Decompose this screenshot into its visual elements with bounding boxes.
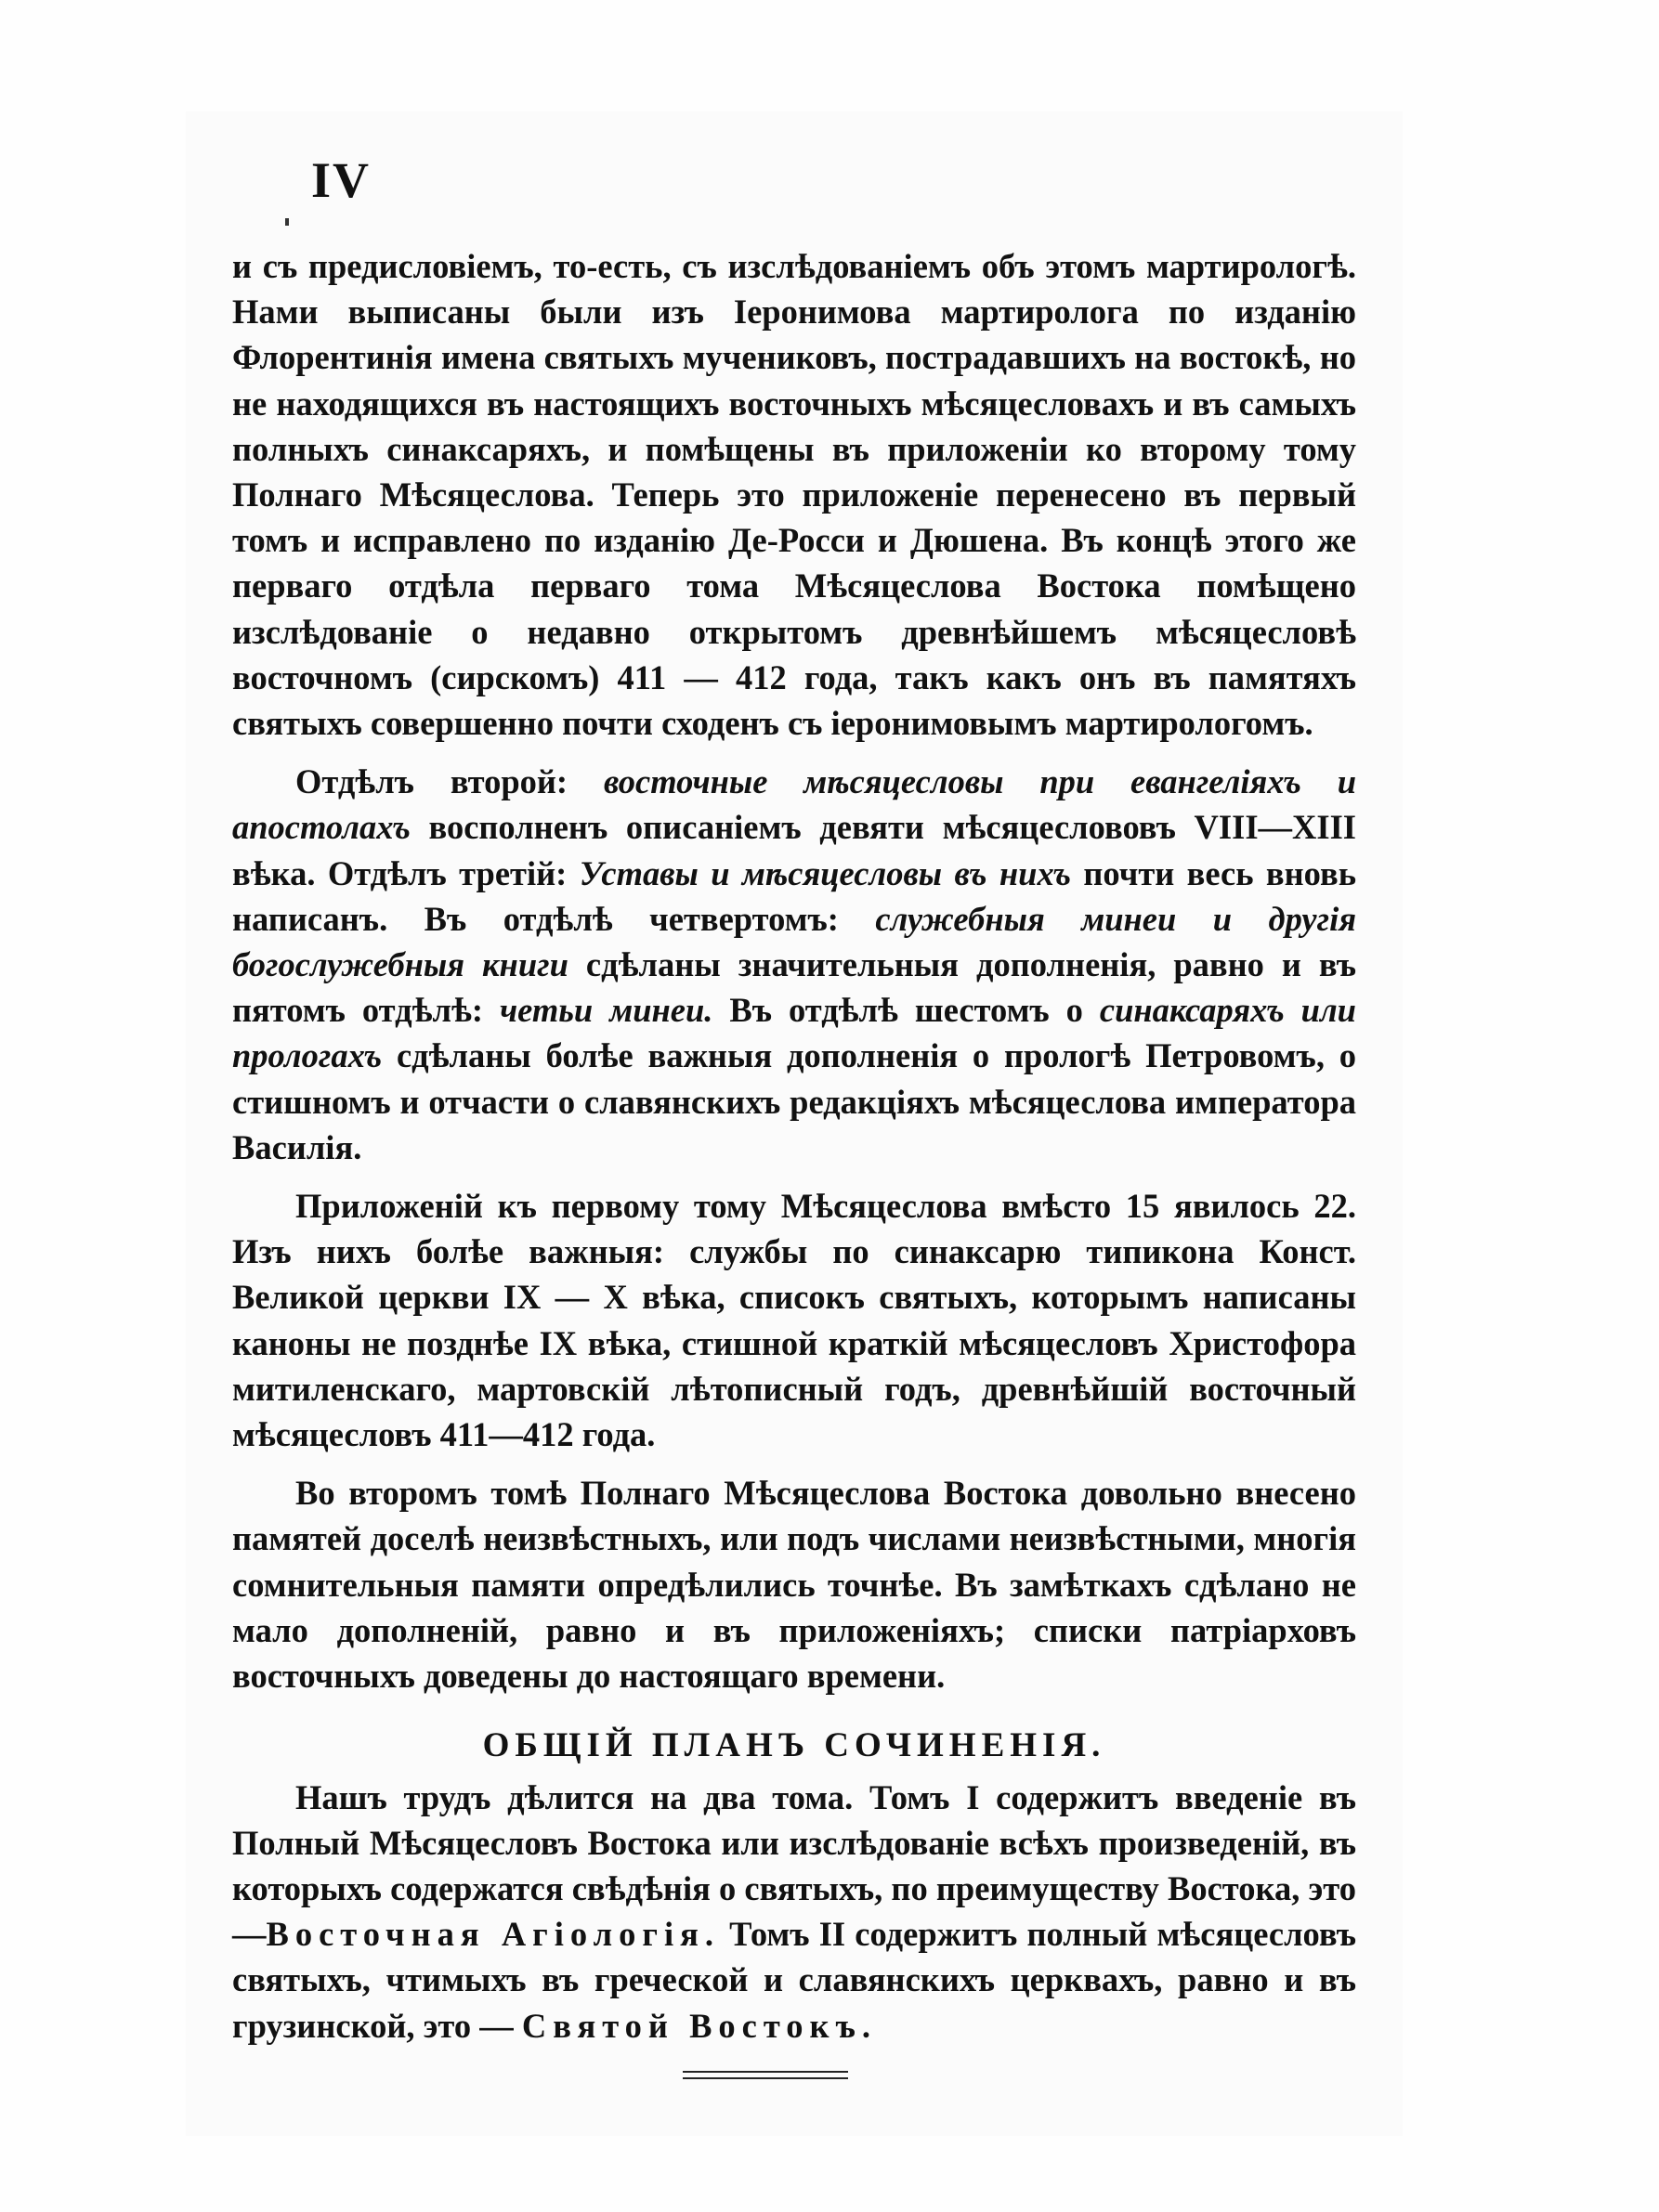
paragraph-2-text-2: восполненъ описаніемъ девяти мѣсяцеслововъ VIII—XIII вѣка. Отдѣлъ третій:	[232, 808, 1356, 892]
paragraph-2	[232, 759, 1356, 1170]
paragraph-5-text-1: Нашъ трудъ дѣлится на два тома. Томъ I содержитъ введеніе въ Полный Мѣсяцесловъ Востока или изслѣдованіе всѣхъ произведеній, въ которыхъ содержатся свѣдѣнія о святыхъ, по преимуществу Востока, это—	[232, 1777, 1356, 1954]
paragraph-5-spaced-1: Восточная Агіологія.	[266, 1915, 720, 1954]
page-number: IV	[311, 152, 372, 208]
body-text	[232, 243, 1356, 2049]
paragraph-5-spaced-2: Святой Востокъ.	[521, 2006, 877, 2045]
print-speck	[285, 218, 289, 226]
paragraph-2-italic-1: восточные мѣсяцесловы при евангеліяхъ и апостолахъ	[232, 762, 1357, 847]
paragraph-4: Во второмъ томѣ Полнаго Мѣсяцеслова Востока довольно внесено памятей доселѣ неизвѣстныхъ, или подъ числами неизвѣстными, многія сомнительныя памяти опредѣлились точнѣе. Въ замѣткахъ сдѣлано не мало дополненій, равно и въ приложеніяхъ; списки патріарховъ восточныхъ доведены до настоящаго времени.	[232, 1474, 1356, 1696]
paragraph-2-italic-5: синаксаряхъ или прологахъ	[232, 991, 1356, 1075]
closing-rule	[683, 2071, 848, 2079]
section-heading: ОБЩІЙ ПЛАНЪ СОЧИНЕНІЯ.	[482, 1726, 1106, 1765]
paragraph-2-italic-3: служебныя минеи и другія богослужебныя книги	[232, 899, 1357, 984]
paragraph-3: Приложеній къ первому тому Мѣсяцеслова вмѣсто 15 явилось 22. Изъ нихъ болѣе важныя: службы по синаксарю типикона Конст. Великой церкви IX — X вѣка, списокъ святыхъ, которымъ написаны каноны не позднѣе IX вѣка, стишной краткій мѣсяцесловъ Христофора митиленскаго, мартовскій лѣтописный годъ, древнѣйшій восточный мѣсяцесловъ 411—412 года.	[232, 1187, 1356, 1454]
paragraph-2-italic-2: Уставы и мѣсяцесловы въ нихъ	[579, 853, 1072, 892]
paragraph-5-text-2: Томъ II содержитъ полный мѣсяцесловъ святыхъ, чтимыхъ въ греческой и славянскихъ церквахъ, равно и въ грузинской, это —	[232, 1915, 1356, 2045]
paragraph-2-text-5: Въ отдѣлѣ шестомъ о	[712, 991, 1100, 1030]
paragraph-2-italic-4: четьи минеи.	[499, 991, 713, 1030]
paragraph-1: и съ предисловіемъ, то-есть, съ изслѣдованіемъ объ этомъ мартирологѣ. Нами выписаны были изъ Іеронимова мартиролога по изданію Флорентинія имена святыхъ мучениковъ, пострадавшихъ на востокѣ, но не находящихся въ настоящихъ восточныхъ мѣсяцесловахъ и въ самыхъ полныхъ синаксаряхъ, и помѣщены въ приложеніи ко второму тому Полнаго Мѣсяцеслова. Теперь это приложеніе перенесено въ первый томъ и исправлено по изданію Де-Росси и Дюшена. Въ концѣ этого же перваго отдѣла перваго тома Мѣсяцеслова Востока помѣщено изслѣдованіе о недавно открытомъ древнѣйшемъ мѣсяцесловѣ восточномъ (сирскомъ) 411 — 412 года, такъ какъ онъ въ памятяхъ святыхъ совершенно почти сходенъ съ іеронимовымъ мартирологомъ.	[232, 247, 1356, 743]
paragraph-2-text-6: сдѣланы болѣе важныя дополненія о прологѣ Петровомъ, о стишномъ и отчасти о славянскихъ редакціяхъ мѣсяцеслова императора Василія.	[232, 1036, 1356, 1166]
paragraph-2-text-4: сдѣланы значительныя дополненія, равно и въ пятомъ отдѣлѣ:	[232, 945, 1357, 1030]
paragraph-2-text-3: почти весь вновь написанъ. Въ отдѣлѣ четвертомъ:	[232, 853, 1356, 938]
paragraph-5	[232, 1775, 1356, 2049]
paragraph-2-text-1: Отдѣлъ второй:	[295, 762, 604, 801]
